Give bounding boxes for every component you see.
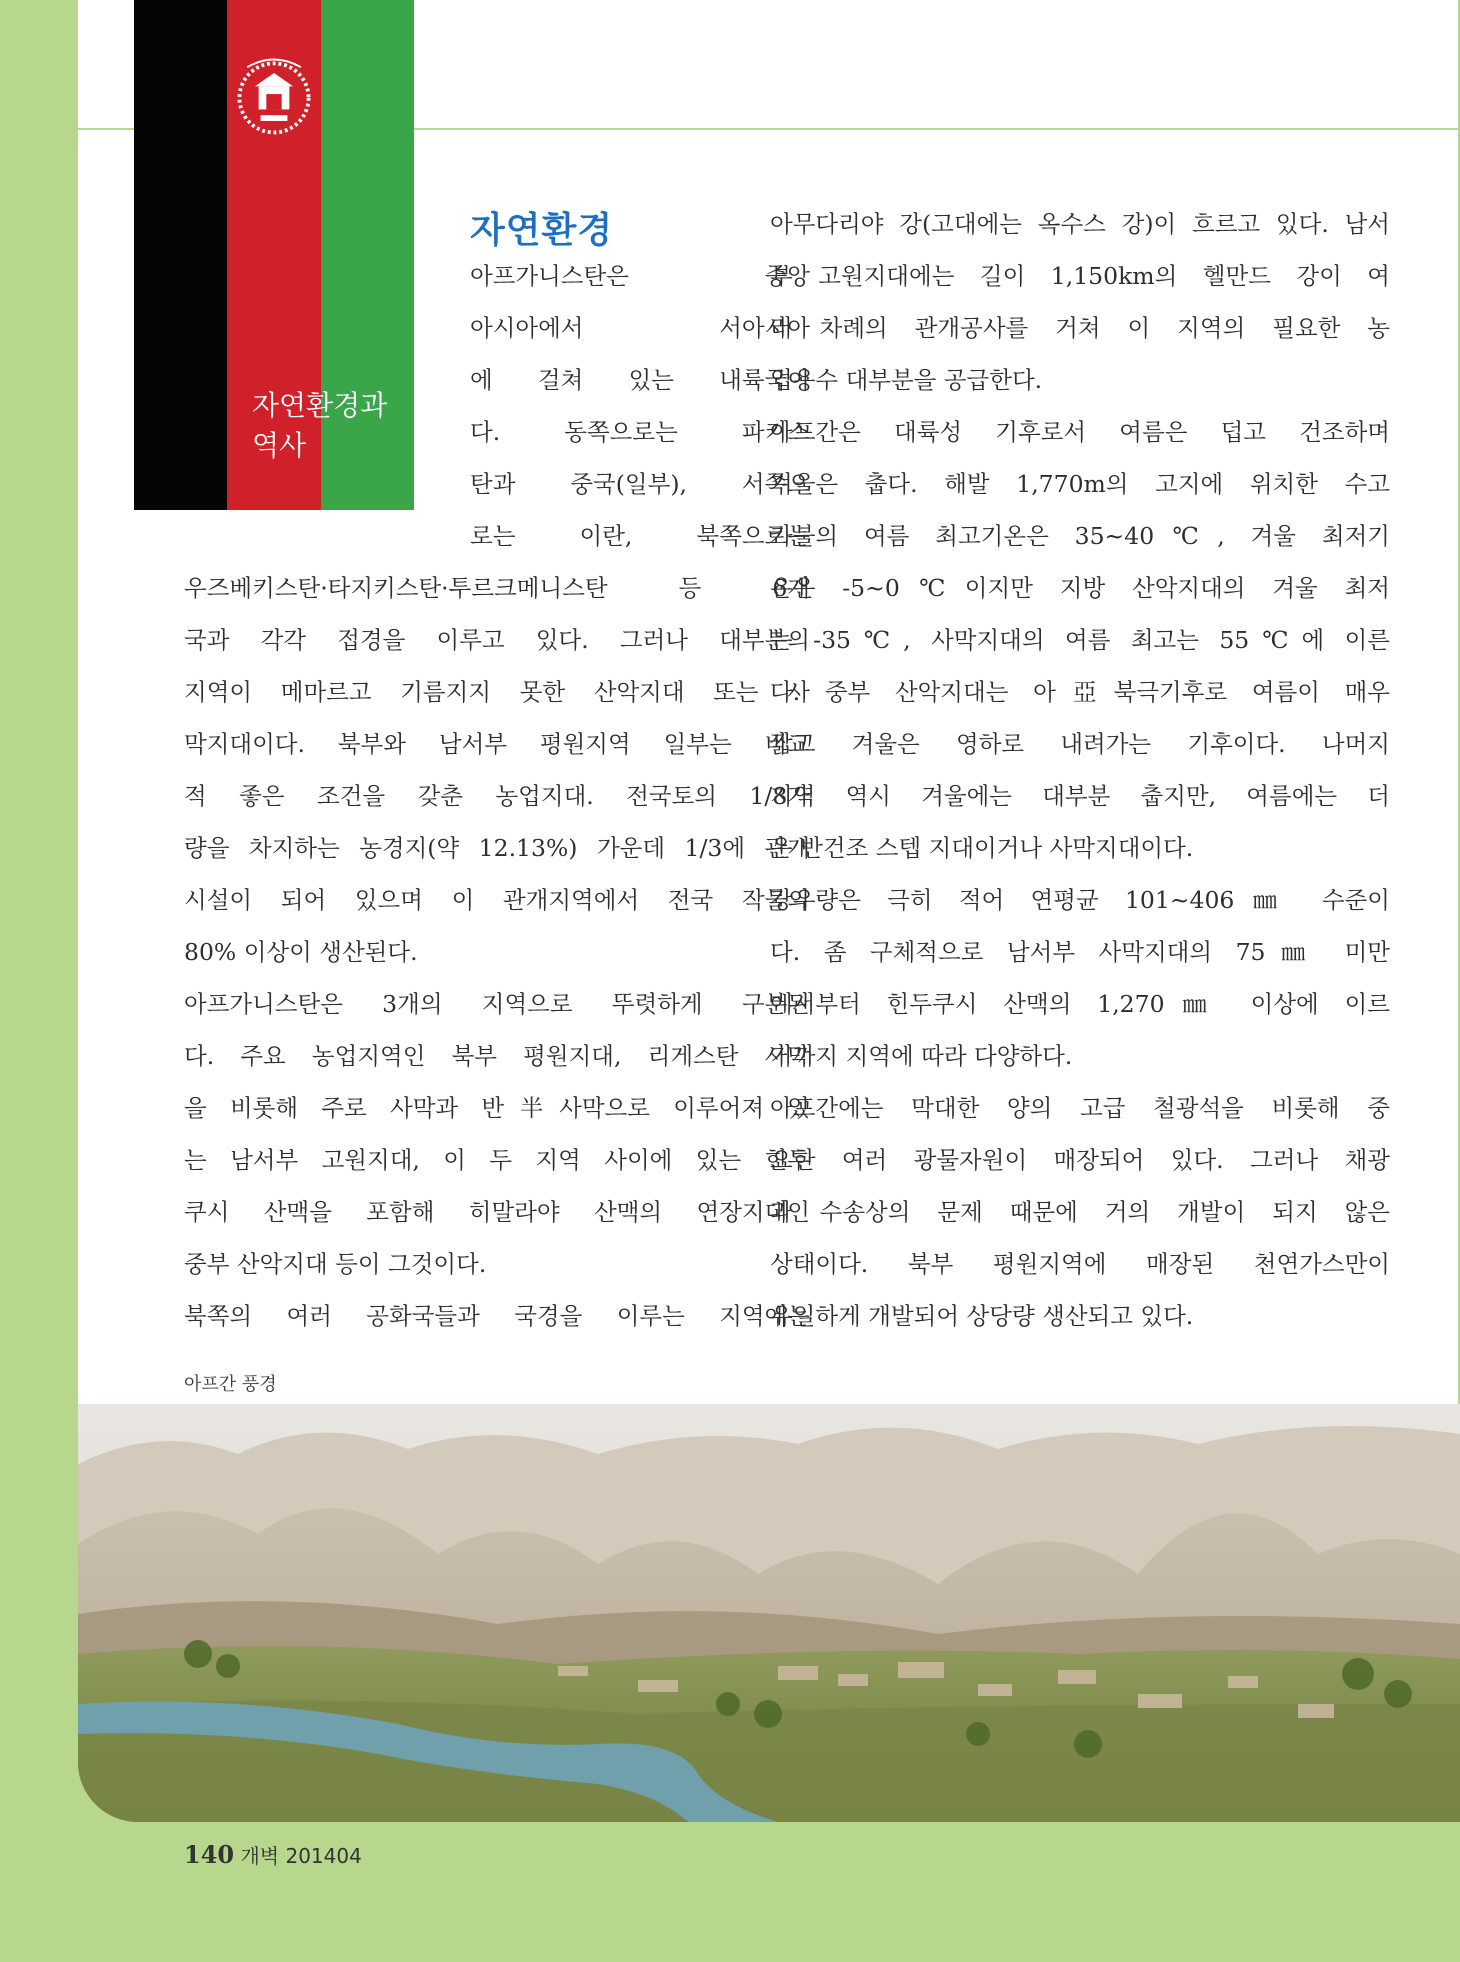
body-line: 중부 산악지대 등이 그것이다. [184, 1250, 487, 1278]
body-line: 아프가니스탄은 3개의 지역으로 뚜렷하게 구분된 [184, 990, 810, 1018]
left-column [184, 562, 810, 1342]
flag-stripe-black [134, 0, 227, 510]
intro-line: 다. 동쪽으로는 파키스 [470, 418, 810, 446]
body-line: 짧고 겨울은 영하로 내려가는 기후이다. 나머지 [770, 730, 1390, 758]
intro-line: 에 걸쳐 있는 내륙국이 [470, 366, 810, 394]
body-line: 업용수 대부분을 공급한다. [770, 366, 1043, 394]
magazine-issue: 개벽 201404 [240, 1844, 362, 1868]
body-line: 적 좋은 조건을 갖춘 농업지대. 전국토의 1/8가 [184, 782, 810, 810]
body-line: 카불의 여름 최고기온은 35~40℃, 겨울 최저기 [770, 522, 1390, 550]
national-emblem-icon [226, 48, 322, 144]
body-line: 에서부터 힌두쿠시 산맥의 1,270㎜ 이상에 이르 [770, 990, 1390, 1018]
page-number: 140 [184, 1840, 235, 1869]
body-line: 상태이다. 북부 평원지역에 매장된 천연가스만이 [770, 1250, 1390, 1278]
body-line: 국과 각각 접경을 이루고 있다. 그러나 대부분의 [184, 626, 810, 654]
body-line: 을 비롯해 주로 사막과 반半사막으로 이루어져 있 [184, 1094, 810, 1122]
intro-line: 로는 이란, 북쪽으로는 [470, 522, 810, 550]
page-panel [78, 0, 1460, 1822]
body-line: 우즈베키스탄·타지키스탄·투르크메니스탄 등 6개 [184, 574, 810, 602]
body-line: 온은 -5~0℃이지만 지방 산악지대의 겨울 최저 [770, 574, 1390, 602]
intro-column [470, 250, 810, 562]
page-footer [184, 1840, 362, 1869]
body-line: 는 -35℃, 사막지대의 여름 최고는 55℃에 이른 [770, 626, 1390, 654]
body-line: 지역이 메마르고 기름지지 못한 산악지대 또는 사 [184, 678, 810, 706]
body-line: 북쪽의 여러 공화국들과 국경을 이루는 지역에는 [184, 1302, 810, 1330]
body-line: 강우량은 극히 적어 연평균 101~406㎜ 수준이 [770, 886, 1390, 914]
right-column [770, 198, 1390, 1342]
body-line: 유일하게 개발되어 상당량 생산되고 있다. [770, 1302, 1194, 1330]
left-margin-band [0, 0, 78, 1962]
afghanistan-flag [134, 0, 414, 510]
body-line: 아프간에는 막대한 양의 고급 철광석을 비롯해 중 [770, 1094, 1390, 1122]
body-line: 시설이 되어 있으며 이 관개지역에서 전국 작물의 [184, 886, 810, 914]
body-line: 막지대이다. 북부와 남서부 평원지역 일부는 비교 [184, 730, 810, 758]
body-line: 지역 역시 겨울에는 대부분 춥지만, 여름에는 더 [770, 782, 1390, 810]
photo-caption: 아프간 풍경 [184, 1374, 277, 1395]
intro-line: 탄과 중국(일부), 서쪽으 [470, 470, 810, 498]
body-line: 아무다리야 강(고대에는 옥수스 강)이 흐르고 있다. 남서 [770, 210, 1390, 238]
intro-line: 아시아에서 서아시아 [470, 314, 810, 342]
section-title: 자연환경 [470, 210, 614, 251]
flag-caption: 자연환경과 역사 [252, 389, 388, 462]
intro-line: 아프가니스탄은 중앙 [470, 262, 810, 290]
body-line: 쿠시 산맥을 포함해 히말라야 산맥의 연장지대인 [184, 1198, 810, 1226]
body-line: 과 수송상의 문제 때문에 거의 개발이 되지 않은 [770, 1198, 1390, 1226]
body-line: 기까지 지역에 따라 다양하다. [770, 1042, 1073, 1070]
landscape-photo [78, 1404, 1460, 1822]
body-line: 다. 주요 농업지역인 북부 평원지대, 리게스탄 사막 [184, 1042, 810, 1070]
body-line: 는 남서부 고원지대, 이 두 지역 사이에 있는 힌두 [184, 1146, 810, 1174]
body-line: 80% 이상이 생산된다. [184, 938, 418, 966]
body-line: 운 반건조 스텝 지대이거나 사막지대이다. [770, 834, 1194, 862]
body-line: 아프간은 대륙성 기후로서 여름은 덥고 건조하며 [770, 418, 1390, 446]
body-line: 다. 중부 산악지대는 아亞북극기후로 여름이 매우 [770, 678, 1390, 706]
body-line: 겨울은 춥다. 해발 1,770m의 고지에 위치한 수고 [770, 470, 1390, 498]
body-line: 요한 여러 광물자원이 매장되어 있다. 그러나 채광 [770, 1146, 1390, 1174]
body-line: 량을 차지하는 농경지(약 12.13%) 가운데 1/3에 관개 [184, 834, 810, 862]
body-line: 러 차례의 관개공사를 거쳐 이 지역의 필요한 농 [770, 314, 1390, 342]
body-line: 부 고원지대에는 길이 1,150km의 헬만드 강이 여 [770, 262, 1390, 290]
body-line: 다. 좀 구체적으로 남서부 사막지대의 75㎜ 미만 [770, 938, 1390, 966]
